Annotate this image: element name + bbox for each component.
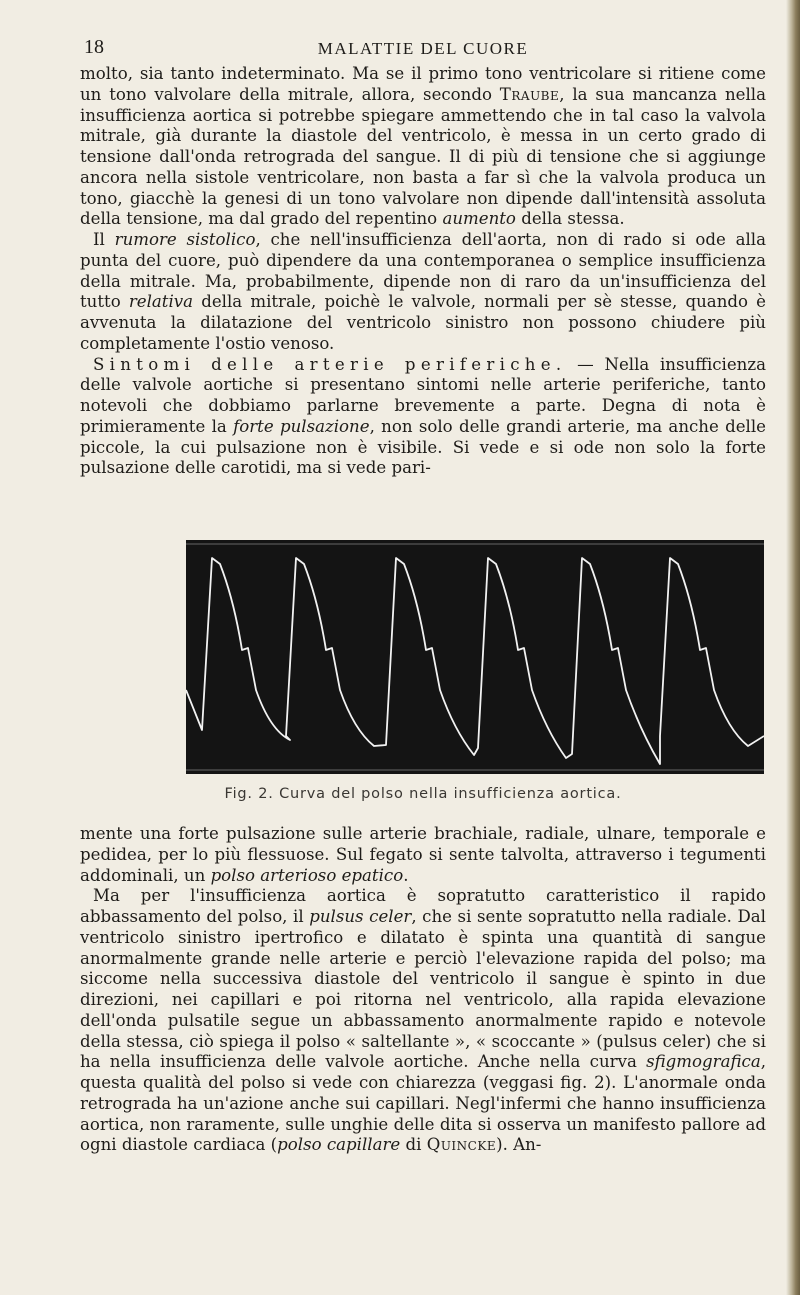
emphasis-sfigmografica: sfigmografica [646,1052,761,1072]
paragraph-2: Il rumore sistolico, che nell'insufficienza dell'aorta, non di rado si ode alla punta del cuore, può dipendere da una contemporanea o semplice insufficienza della mitrale. Ma, probabilmente, dipende non di raro da un'insufficienza del tutto relativa della mitrale, poichè le valvole, normali per sè stesse, quando è avvenuta la dilatazione del ventricolo sinistro non possono chiudere più completamente l'ostio venoso. [80,230,766,353]
emphasis-rumore-sistolico: rumore sistolico [114,230,256,249]
section-heading-sintomi: Sintomi delle arterie periferiche. [93,354,567,374]
page-number: 18 [84,36,104,58]
emphasis-relativa: relativa [128,292,194,312]
paragraph-4: mente una forte pulsazione sulle arterie brachiale, radiale, ulnare, temporale e pedidea, per lo più flessuose. Sul fegato si sente talvolta, attraverso i tegumenti addominali, un polso arterioso epatico. [80,824,766,885]
author-traube: Traube [499,84,560,104]
emphasis-aumento: aumento [442,209,516,229]
body-text-lower [80,824,766,1156]
body-text-upper [80,64,766,479]
pulse-curve-figure [186,540,764,774]
page-header [80,36,766,62]
paragraph-1: molto, sia tanto indeterminato. Ma se il primo tono ventricolare si ritiene come un tono valvolare della mitrale, allora, secondo Traube, la sua mancanza nella insufficienza aortica si potrebbe spiegare ammettendo che in tal caso la valvola mitrale, già durante la diastole del ventricolo, è messa in un certo grado di tensione dall'onda retrograda del sangue. Il di più di tensione che si aggiunge ancora nella sistole ventricolare, non basta a far sì che la valvola produca un tono, giacchè la genesi di un tono valvolare non dipende dall'intensità assoluta della tensione, ma dal grado del repentino aumento della stessa. [80,64,766,229]
running-head: MALATTIE DEL CUORE [317,39,529,58]
figure-caption: Fig. 2. Curva del polso nella insufficienza aortica. [224,786,622,802]
emphasis-polso-capillare: polso capillare [277,1135,401,1155]
pulse-curve-trace [186,540,764,774]
author-quincke: Quincke [426,1135,497,1155]
emphasis-pulsus-celer: pulsus celer [309,907,412,926]
paragraph-3: Sintomi delle arterie periferiche. — Nella insufficienza delle valvole aortiche si presentano sintomi nelle arterie periferiche, tanto notevoli che dobbiamo parlarne brevemente a parte. Degna di nota è primieramente la forte pulsazione, non solo delle grandi arterie, ma anche delle piccole, la cui pulsazione non è visibile. Si vede e si ode non solo la forte pulsazione delle carotidi, ma si vede pari- [80,354,766,478]
paragraph-5: Ma per l'insufficienza aortica è sopratutto caratteristico il rapido abbassamento del polso, il pulsus celer, che si sente sopratutto nella radiale. Dal ventricolo sinistro ipertrofico e dilatato è spinta una quantità di sangue anormalmente grande nelle arterie e perciò l'elevazione rapida del polso; ma siccome nella successiva diastole del ventricolo il sangue è spinto in due direzioni, nei capillari e poi ritorna nel ventricolo, alla rapida elevazione dell'onda pulsatile segue un abbassamento anormalmente rapido e notevole della stessa, ciò spiega il polso « saltellante », « scoccante » (pulsus celer) che si ha nella insufficienza delle valvole aortiche. Anche nella curva sfigmografica, questa qualità del polso si vede con chiarezza (veggasi fig. 2). L'anormale onda retrograda ha un'azione anche sui capillari. Negl'infermi che hanno insufficienza aortica, non raramente, sulle unghie delle dita si osserva un manifesto pallore ad ogni diastole cardiaca (polso capillare di Quincke). An- [80,886,766,1155]
emphasis-polso-arterioso-epatico: polso arterioso epatico [210,865,404,885]
emphasis-forte-pulsazione: forte pulsazione [233,416,370,436]
page-binding-edge [786,0,800,1295]
